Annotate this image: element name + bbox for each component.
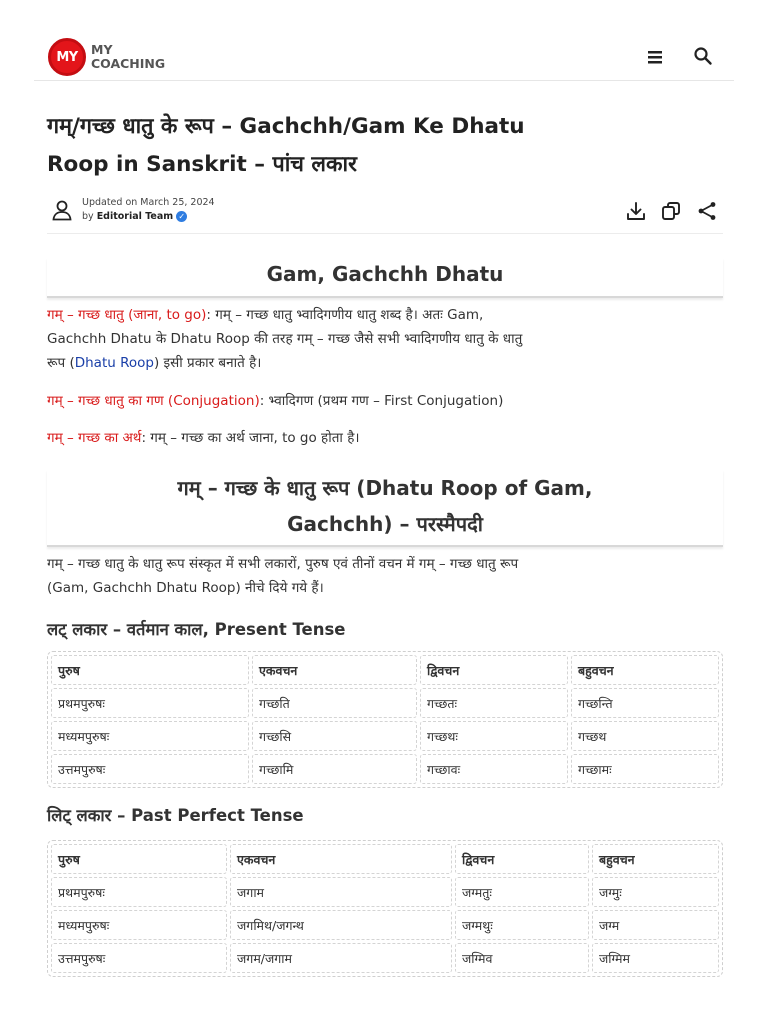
section-heading-dhatu: Gam, Gachchh Dhatu — [47, 258, 723, 298]
table-header-row — [51, 844, 719, 874]
intro-paragraph — [47, 303, 541, 375]
p2-label: गम् – गच्छ धातु का गण (Conjugation) — [47, 393, 260, 409]
by-prefix: by — [82, 211, 94, 222]
p3-label: गम् – गच्छ का अर्थ — [47, 430, 142, 446]
table-row — [51, 877, 719, 907]
article-meta — [47, 190, 723, 234]
header-cell: बहुवचन — [592, 844, 719, 874]
p1-label: गम् – गच्छ धातु (जाना, to go) — [47, 307, 207, 323]
page-title: गम्/गच्छ धातु के रूप – Gachchh/Gam Ke Dhatu Roop in Sanskrit – पांच लकार — [47, 114, 525, 177]
p2-text: : भ्वादिगण (प्रथम गण – First Conjugation) — [259, 393, 504, 409]
table-cell: जग्मतुः — [455, 877, 589, 907]
meaning-paragraph — [47, 426, 647, 450]
table-cell: गच्छथ — [571, 721, 719, 751]
user-icon — [51, 199, 73, 221]
search-icon[interactable] — [693, 46, 713, 66]
table-cell: प्रथमपुरुषः — [51, 877, 227, 907]
table-cell: जग्मिम — [592, 943, 719, 973]
table-lat-lakar — [47, 651, 723, 788]
site-header — [34, 30, 734, 81]
table-cell: उत्तमपुरुषः — [51, 943, 227, 973]
header-cell: पुरुष — [51, 655, 249, 685]
table-row — [51, 943, 719, 973]
table-header-row — [51, 655, 719, 685]
table-cell: जग्मिव — [455, 943, 589, 973]
table-row — [51, 910, 719, 940]
table-cell: मध्यमपुरुषः — [51, 721, 249, 751]
updated-date: Updated on March 25, 2024 — [82, 197, 215, 208]
table-row — [51, 721, 719, 751]
p1-text-b: ) इसी प्रकार बनाते है। — [153, 355, 262, 371]
forms-intro-paragraph: गम् – गच्छ धातु के धातु रूप संस्कृत में सभी लकारों, पुरुष एवं तीनों वचन में गम् – गच्छ धातु रूप (Gam, Gachchh Dhatu Roop) नीचे दिये गये हैं। — [47, 556, 519, 596]
table-cell: गच्छन्ति — [571, 688, 719, 718]
table-cell: गच्छतः — [420, 688, 568, 718]
logo-line-2: COACHING — [91, 56, 166, 71]
share-icon[interactable] — [696, 200, 718, 222]
download-icon[interactable] — [625, 200, 647, 222]
site-logo[interactable] — [48, 38, 165, 76]
header-cell: द्विवचन — [455, 844, 589, 874]
table-cell: जगमिथ/जगन्थ — [230, 910, 452, 940]
table-cell: गच्छावः — [420, 754, 568, 784]
table-cell: प्रथमपुरुषः — [51, 688, 249, 718]
section-heading-dhatu-roop: गम् – गच्छ के धातु रूप (Dhatu Roop of Gam, Gachchh) – परस्मैपदी — [47, 470, 723, 547]
table-heading-lat: लट् लकार – वर्तमान काल, Present Tense — [47, 620, 346, 639]
table-cell: गच्छामः — [571, 754, 719, 784]
table-cell: मध्यमपुरुषः — [51, 910, 227, 940]
dhatu-roop-link[interactable]: Dhatu Roop — [74, 355, 154, 371]
table-cell: जगम/जगाम — [230, 943, 452, 973]
table-cell: गच्छति — [252, 688, 417, 718]
p1-text-a: : गम् – गच्छ धातु भ्वादिगणीय धातु शब्द है। अतः Gam, Gachchh Dhatu के Dhatu Roop की तरह गम् – गच्छ जैसे सभी भ्वादिगणीय धातु के धातु रूप ( — [47, 307, 523, 371]
author-line — [82, 211, 187, 222]
menu-icon[interactable] — [646, 48, 664, 66]
logo-text — [91, 43, 165, 71]
table-cell: जग्म — [592, 910, 719, 940]
logo-line-1: MY — [91, 42, 113, 57]
table-cell: गच्छथः — [420, 721, 568, 751]
author-name[interactable]: Editorial Team — [96, 211, 174, 222]
header-cell: एकवचन — [252, 655, 417, 685]
header-cell: एकवचन — [230, 844, 452, 874]
table-cell: गच्छसि — [252, 721, 417, 751]
table-lit-lakar — [47, 840, 723, 977]
header-cell: द्विवचन — [420, 655, 568, 685]
p3-text: : गम् – गच्छ का अर्थ जाना, to go होता है। — [141, 430, 360, 446]
header-cell: पुरुष — [51, 844, 227, 874]
table-heading-lit: लिट् लकार – Past Perfect Tense — [47, 806, 304, 825]
table-cell: जगाम — [230, 877, 452, 907]
verified-icon: ✓ — [176, 211, 187, 222]
table-cell: जग्मथुः — [455, 910, 589, 940]
table-cell: जग्मुः — [592, 877, 719, 907]
copy-icon[interactable] — [660, 200, 682, 222]
header-cell: बहुवचन — [571, 655, 719, 685]
table-cell: गच्छामि — [252, 754, 417, 784]
table-cell: उत्तमपुरुषः — [51, 754, 249, 784]
table-row — [51, 754, 719, 784]
logo-badge: MY — [48, 38, 86, 76]
table-row — [51, 688, 719, 718]
conjugation-paragraph — [47, 389, 647, 413]
